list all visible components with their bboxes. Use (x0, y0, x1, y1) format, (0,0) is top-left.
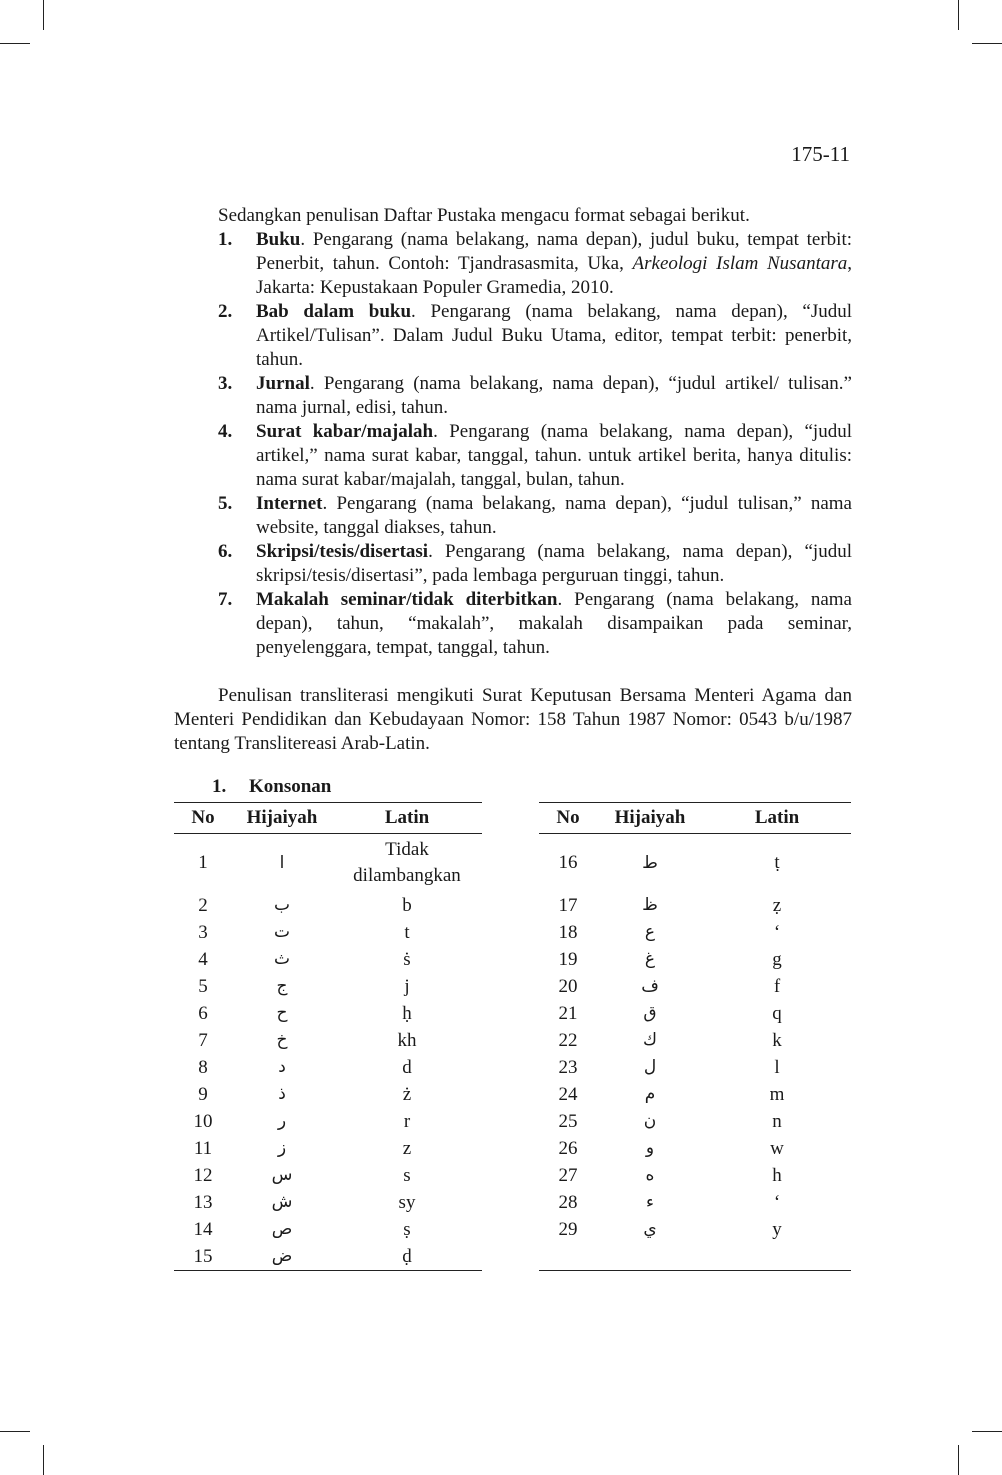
header-no: No (556, 807, 580, 828)
cell-latin: m (769, 1084, 785, 1105)
section-number: 1. (212, 776, 227, 797)
table-header-row (539, 803, 851, 834)
table-row (174, 1081, 482, 1108)
references-intro: Sedangkan penulisan Daftar Pustaka mengacu format sebagai berikut. (218, 205, 750, 226)
table-row (174, 973, 482, 1000)
reference-number: 4. (218, 421, 233, 442)
cell-no: 22 (558, 1030, 578, 1051)
cell-no: 13 (193, 1192, 213, 1213)
cell-no: 20 (558, 976, 578, 997)
cell-no: 8 (198, 1057, 208, 1078)
cell-hijaiyah: ذ (278, 1084, 286, 1104)
header-latin: Latin (754, 807, 800, 828)
cell-no: 18 (558, 922, 578, 943)
consonant-table-left (174, 802, 482, 1271)
cell-no: 28 (558, 1192, 578, 1213)
cell-latin: t (404, 922, 410, 943)
table-row (174, 834, 482, 893)
cell-hijaiyah: ص (271, 1219, 293, 1239)
cell-empty (539, 1243, 597, 1271)
table-row (539, 973, 851, 1000)
cell-no: 5 (198, 976, 208, 997)
cell-latin: ṭ (774, 852, 780, 873)
reference-title: Jurnal (256, 373, 310, 394)
section-title: Konsonan (249, 776, 332, 797)
cell-no: 3 (198, 922, 208, 943)
cell-hijaiyah: ح (276, 1003, 288, 1023)
cell-no: 1 (198, 852, 208, 873)
cell-hijaiyah: ق (643, 1003, 657, 1023)
cell-hijaiyah: ي (643, 1219, 657, 1239)
header-hijaiyah: Hijaiyah (246, 807, 318, 828)
cell-no: 24 (558, 1084, 578, 1105)
page-body (174, 204, 852, 756)
cell-latin: g (772, 949, 782, 970)
table-row (174, 1243, 482, 1271)
cell-latin: w (770, 1138, 784, 1159)
cell-no: 7 (198, 1030, 208, 1051)
cell-hijaiyah: ث (273, 949, 290, 969)
reference-number: 5. (218, 493, 233, 514)
table-row (539, 1000, 851, 1027)
consonants-heading (212, 776, 331, 798)
reference-item (174, 540, 852, 588)
cell-latin: ḥ (402, 1003, 412, 1024)
cell-latin: y (772, 1219, 782, 1240)
reference-number: 7. (218, 589, 233, 610)
cell-hijaiyah: ت (273, 922, 290, 942)
table-row (539, 1081, 851, 1108)
crop-mark-top-left-vertical (43, 0, 44, 30)
cell-no: 19 (558, 949, 578, 970)
cell-hijaiyah: د (278, 1057, 286, 1077)
table-row (539, 1189, 851, 1216)
cell-hijaiyah: ض (271, 1246, 293, 1266)
crop-mark-top-right-horizontal (972, 43, 1002, 44)
cell-no: 17 (558, 895, 578, 916)
cell-no: 4 (198, 949, 208, 970)
cell-hijaiyah: ا (279, 853, 285, 873)
table-row (539, 1054, 851, 1081)
header-no: No (191, 807, 215, 828)
cell-no: 21 (558, 1003, 578, 1024)
reference-title: Surat kabar/majalah (256, 421, 434, 442)
table-row (174, 919, 482, 946)
cell-hijaiyah: م (644, 1084, 656, 1104)
cell-hijaiyah: ه (645, 1165, 655, 1185)
cell-hijaiyah: ل (643, 1057, 657, 1077)
table-row (174, 1027, 482, 1054)
cell-no: 27 (558, 1165, 578, 1186)
table-row (174, 1108, 482, 1135)
cell-hijaiyah: غ (644, 949, 656, 969)
table-row (539, 1108, 851, 1135)
cell-hijaiyah: و (645, 1138, 655, 1158)
reference-item (174, 420, 852, 492)
cell-latin: kh (397, 1030, 417, 1051)
cell-empty (597, 1243, 703, 1271)
table-row (174, 1000, 482, 1027)
reference-description: . Pengarang (nama belakang, nama depan), judul buku, tempat terbit: Penerbit, tahun. Contoh: Tjandrasasmita, Uka, (256, 229, 852, 274)
reference-description: . Pengarang (nama belakang, nama depan), “judul artikel,” nama surat kabar, tanggal, tahun. untuk artikel berita, hanya ditulis: nama surat kabar/majalah, tanggal, bulan, tahun. (256, 421, 852, 490)
cell-latin: ‘ (773, 1192, 781, 1213)
reference-title: Makalah seminar/tidak diterbitkan (256, 589, 558, 610)
cell-hijaiyah: ع (644, 922, 656, 942)
cell-hijaiyah: ر (277, 1111, 287, 1131)
cell-latin: f (773, 976, 781, 997)
cell-latin: ż (402, 1084, 412, 1105)
cell-no: 26 (558, 1138, 578, 1159)
table-row (539, 834, 851, 893)
reference-number: 6. (218, 541, 233, 562)
cell-empty (703, 1243, 851, 1271)
reference-item (174, 492, 852, 540)
table-row (174, 1189, 482, 1216)
reference-item (174, 372, 852, 420)
cell-hijaiyah: ط (642, 853, 658, 873)
cell-latin: j (404, 976, 410, 997)
table-row (539, 1216, 851, 1243)
table-row (539, 946, 851, 973)
reference-item (174, 228, 852, 300)
cell-hijaiyah: ف (641, 976, 659, 996)
cell-latin: l (774, 1057, 780, 1078)
table-row (174, 892, 482, 919)
crop-mark-bottom-right-horizontal (972, 1431, 1002, 1432)
cell-no: 12 (193, 1165, 213, 1186)
reference-description: . Pengarang (nama belakang, nama depan), tahun, “makalah”, makalah disampaikan pada seminar, penyelenggara, tempat, tanggal, tahun. (256, 589, 852, 658)
cell-hijaiyah: ء (646, 1192, 654, 1212)
table-header-row (174, 803, 482, 834)
reference-number: 3. (218, 373, 233, 394)
cell-hijaiyah: س (271, 1165, 293, 1185)
reference-title: Bab dalam buku (256, 301, 412, 322)
cell-no: 16 (558, 852, 578, 873)
table-row (539, 1162, 851, 1189)
cell-latin: s (403, 1165, 411, 1186)
reference-description: . Pengarang (nama belakang, nama depan), “judul skripsi/tesis/disertasi”, pada lembaga perguruan tinggi, tahun. (256, 541, 852, 586)
cell-latin: k (772, 1030, 782, 1051)
cell-latin: z (402, 1138, 412, 1159)
cell-no: 2 (198, 895, 208, 916)
cell-hijaiyah: ب (273, 895, 290, 915)
header-latin: Latin (384, 807, 430, 828)
cell-no: 14 (193, 1219, 213, 1240)
reference-item (174, 300, 852, 372)
table-row (539, 1135, 851, 1162)
cell-hijaiyah: ج (276, 976, 288, 996)
reference-item (174, 588, 852, 660)
reference-title: Skripsi/tesis/disertasi (256, 541, 429, 562)
cell-no: 15 (193, 1246, 213, 1267)
table-row (539, 1027, 851, 1054)
reference-number: 2. (218, 301, 233, 322)
cell-no: 29 (558, 1219, 578, 1240)
table-row (174, 1162, 482, 1189)
cell-no: 11 (193, 1138, 213, 1159)
reference-example-title: Arkeologi Islam Nusantara (632, 253, 848, 274)
cell-latin: h (772, 1165, 782, 1186)
cell-no: 10 (193, 1111, 213, 1132)
reference-format-list (174, 228, 852, 660)
cell-latin: b (402, 895, 412, 916)
crop-mark-top-left-horizontal (0, 43, 30, 44)
crop-mark-top-right-vertical (958, 0, 959, 30)
cell-hijaiyah: ز (277, 1138, 287, 1158)
page-number: 175-11 (791, 142, 850, 166)
reference-description-end: , Jakarta: Kepustakaan Populer Gramedia, 2010. (256, 253, 852, 298)
cell-latin: ṡ (403, 949, 411, 970)
transliteration-paragraph: Penulisan transliterasi mengikuti Surat Keputusan Bersama Menteri Agama dan Menteri Pendidikan dan Kebudayaan Nomor: 158 Tahun 1987 Nomor: 0543 b/u/1987 tentang Translitereasi Arab-Latin. (174, 685, 852, 754)
cell-latin: ẓ (772, 895, 782, 916)
table-row (539, 919, 851, 946)
table-row (539, 892, 851, 919)
table-row-empty (539, 1243, 851, 1271)
reference-title: Internet (256, 493, 323, 514)
cell-no: 25 (558, 1111, 578, 1132)
cell-latin: ṣ (403, 1219, 411, 1240)
reference-description: . Pengarang (nama belakang, nama depan), “Judul Artikel/Tulisan”. Dalam Judul Buku Utama, editor, tempat terbit: penerbit, tahun. (256, 301, 852, 370)
cell-latin: n (772, 1111, 782, 1132)
crop-mark-bottom-left-horizontal (0, 1431, 30, 1432)
cell-latin: r (403, 1111, 411, 1132)
cell-hijaiyah: ظ (642, 895, 658, 915)
header-hijaiyah: Hijaiyah (614, 807, 686, 828)
reference-description: . Pengarang (nama belakang, nama depan), “judul artikel/ tulisan.” nama jurnal, edisi, tahun. (256, 373, 852, 418)
table-row (174, 1216, 482, 1243)
reference-description: . Pengarang (nama belakang, nama depan), “judul tulisan,” nama website, tanggal diakses, tahun. (256, 493, 852, 538)
cell-latin: Tidak dilambangkan (353, 839, 461, 886)
crop-mark-bottom-right-vertical (958, 1445, 959, 1475)
consonant-table-right (539, 802, 851, 1271)
cell-hijaiyah: خ (276, 1030, 288, 1050)
cell-latin: q (772, 1003, 782, 1024)
cell-no: 9 (198, 1084, 208, 1105)
reference-title: Buku (256, 229, 301, 250)
cell-latin: d (402, 1057, 412, 1078)
cell-no: 6 (198, 1003, 208, 1024)
reference-number: 1. (218, 229, 233, 250)
cell-latin: sy (398, 1192, 416, 1213)
cell-latin: ḍ (402, 1246, 412, 1267)
cell-hijaiyah: ن (643, 1111, 657, 1131)
cell-no: 23 (558, 1057, 578, 1078)
table-row (174, 946, 482, 973)
cell-hijaiyah: ش (271, 1192, 293, 1212)
cell-latin: ‘ (773, 922, 781, 943)
crop-mark-bottom-left-vertical (43, 1445, 44, 1475)
table-row (174, 1054, 482, 1081)
cell-hijaiyah: ك (642, 1030, 657, 1050)
table-row (174, 1135, 482, 1162)
